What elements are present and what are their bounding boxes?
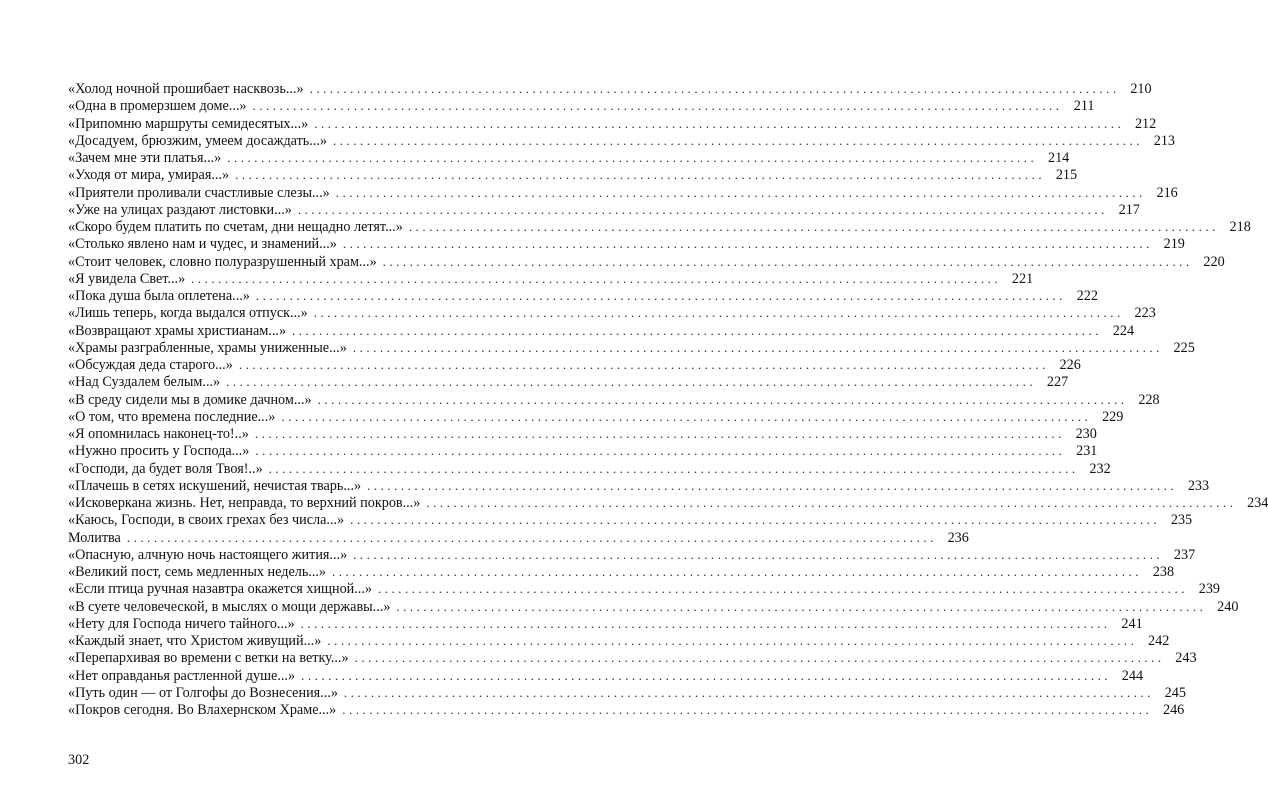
dot-leader: ........................................................................................................................	[309, 81, 1120, 96]
toc-entry	[68, 615, 1143, 632]
toc-entry	[68, 149, 1070, 166]
toc-entry	[68, 184, 1178, 201]
dot-leader: ........................................................................................................................	[426, 495, 1237, 510]
toc-entry-title: «Нету для Господа ничего тайного...»	[68, 615, 295, 632]
toc-entry-page: 234	[1247, 495, 1268, 511]
toc-entry-page: 232	[1089, 460, 1111, 477]
toc-entry	[68, 563, 1175, 580]
toc-entry-page: 214	[1047, 150, 1070, 166]
toc-entry	[68, 442, 1098, 460]
toc-entry	[68, 115, 1157, 132]
toc-entry-page: 246	[1162, 702, 1185, 718]
toc-entry-title: «Нужно просить у Господа...»	[68, 443, 250, 460]
toc-entry-page: 243	[1175, 650, 1197, 667]
dot-leader: ........................................................................................................................	[350, 512, 1161, 528]
dot-leader: ........................................................................................................................	[255, 443, 1066, 459]
toc-entry	[68, 580, 1220, 598]
toc-entry-page: 224	[1112, 322, 1135, 339]
dot-leader: ........................................................................................................................	[382, 253, 1193, 269]
toc-entry-title: «Каждый знает, что Христом живущий...»	[68, 633, 322, 649]
dot-leader: ........................................................................................................................	[343, 684, 1154, 700]
toc-entry	[68, 287, 1098, 304]
toc-entry-title: «Перепархивая во времени с ветки на ветку...»	[68, 650, 349, 667]
dot-leader: ........................................................................................................................	[268, 460, 1079, 476]
dot-leader: ........................................................................................................................	[297, 201, 1108, 217]
dot-leader: ........................................................................................................................	[292, 322, 1103, 338]
toc-entry-page: 226	[1059, 357, 1081, 373]
toc-entry	[68, 253, 1225, 270]
toc-entry-title: «Стоит человек, словно полуразрушенный храм...»	[68, 253, 377, 270]
dot-leader: ........................................................................................................................	[378, 581, 1188, 597]
toc-entry-title: «О том, что времена последние...»	[68, 408, 276, 425]
toc-entry	[68, 270, 1034, 287]
dot-leader: ........................................................................................................................	[235, 167, 1046, 183]
dot-leader: ........................................................................................................................	[313, 305, 1124, 321]
toc-entry	[68, 529, 969, 546]
toc-entry-page: 212	[1134, 115, 1157, 132]
toc-entry-page: 222	[1076, 288, 1098, 304]
toc-entry-page: 221	[1011, 270, 1034, 287]
toc-entry-page: 215	[1055, 167, 1078, 184]
toc-entry-page: 238	[1152, 564, 1175, 580]
toc-entry-title: «Если птица ручная назавтра окажется хищной...»	[68, 581, 372, 598]
dot-leader: ........................................................................................................................	[335, 184, 1146, 200]
toc-entry	[68, 201, 1140, 218]
toc-entry-page: 220	[1203, 253, 1225, 270]
toc-entry-title: «Опасную, алчную ночь настоящего жития...»	[68, 546, 348, 563]
dot-leader: ........................................................................................................................	[254, 426, 1065, 441]
toc-entry	[68, 166, 1078, 184]
toc-entry-title: «Досадуем, брюзжим, умеем досаждать...»	[68, 132, 327, 149]
toc-entry-page: 237	[1173, 546, 1196, 563]
toc-entry-page: 223	[1134, 305, 1156, 322]
toc-entry-title: «Покров сегодня. Во Влахернском Храме...»	[68, 702, 337, 718]
toc-entry	[68, 356, 1081, 373]
toc-entry	[68, 598, 1239, 615]
toc-entry	[68, 304, 1156, 322]
toc-entry	[68, 80, 1152, 97]
toc-entry-title: «Храмы разграбленные, храмы униженные...»	[68, 339, 347, 356]
toc-entry	[68, 391, 1160, 408]
toc-entry-title: «Я увидела Свет...»	[68, 270, 186, 287]
dot-leader: ........................................................................................................................	[226, 374, 1037, 390]
toc-entry-title: «Лишь теперь, когда выдался отпуск...»	[68, 305, 308, 322]
toc-entry-page: 239	[1198, 581, 1220, 598]
toc-entry-title: «В суете человеческой, в мыслях о мощи державы...»	[68, 598, 391, 615]
toc-entry-page: 225	[1173, 339, 1195, 356]
toc-entry	[68, 701, 1185, 718]
toc-entry	[68, 477, 1210, 494]
dot-leader: ........................................................................................................................	[255, 288, 1066, 303]
dot-leader: ........................................................................................................................	[354, 650, 1165, 666]
toc-entry-page: 241	[1121, 615, 1143, 632]
toc-entry-page: 227	[1046, 374, 1069, 391]
toc-entry-page: 218	[1229, 219, 1251, 235]
toc-entry-title: «Зачем мне эти платья...»	[68, 150, 222, 166]
toc-entry	[68, 339, 1195, 356]
dot-leader: ........................................................................................................................	[317, 391, 1128, 407]
dot-leader: ........................................................................................................................	[327, 633, 1138, 648]
toc-entry-title: «Припомню маршруты семидесятых...»	[68, 115, 309, 132]
toc-entry-title: «Одна в промерзшем доме...»	[68, 98, 247, 115]
dot-leader: ........................................................................................................................	[300, 615, 1111, 631]
toc-entry-page: 245	[1164, 684, 1186, 701]
toc-entry-title: «Господи, да будет воля Твоя!..»	[68, 460, 263, 477]
toc-entry	[68, 684, 1186, 701]
toc-entry-title: «Пока душа была оплетена...»	[68, 288, 250, 304]
table-of-contents	[68, 80, 1268, 718]
toc-entry-title: «Холод ночной прошибает насквозь...»	[68, 81, 304, 97]
toc-entry-page: 219	[1163, 236, 1185, 253]
toc-entry-page: 230	[1075, 426, 1097, 442]
toc-entry-title: «Обсуждая деда старого...»	[68, 357, 233, 373]
page-number: 302	[68, 752, 90, 768]
toc-entry-page: 231	[1076, 443, 1098, 460]
toc-entry-title: «Над Суздалем белым...»	[68, 374, 221, 391]
dot-leader: ........................................................................................................................	[238, 357, 1049, 372]
toc-entry-title: «Уже на улицах раздают листовки...»	[68, 201, 292, 218]
toc-entry	[68, 97, 1095, 115]
toc-entry-title: «Плачешь в сетях искушений, нечистая тварь...»	[68, 477, 362, 494]
toc-entry-title: «Возвращают храмы христианам...»	[68, 322, 287, 339]
toc-entry-title: «Исковеркана жизнь. Нет, неправда, то верхний покров...»	[68, 495, 421, 511]
toc-entry-title: «Скоро будем платить по счетам, дни нещадно летят...»	[68, 219, 403, 235]
toc-entry-page: 217	[1118, 201, 1140, 218]
dot-leader: ........................................................................................................................	[227, 150, 1038, 165]
toc-entry-page: 216	[1156, 184, 1178, 201]
toc-entry-page: 233	[1187, 477, 1210, 494]
toc-entry-title: Молитва	[68, 529, 121, 546]
toc-entry-title: «В среду сидели мы в домике дачном...»	[68, 391, 312, 408]
dot-leader: ........................................................................................................................	[332, 564, 1143, 579]
toc-entry-page: 211	[1073, 98, 1095, 115]
toc-entry	[68, 546, 1196, 563]
dot-leader: ........................................................................................................................	[396, 598, 1207, 614]
toc-entry	[68, 425, 1097, 442]
toc-entry-page: 210	[1130, 81, 1152, 97]
toc-entry	[68, 632, 1170, 649]
toc-entry	[68, 235, 1185, 253]
toc-entry	[68, 511, 1193, 529]
toc-entry	[68, 218, 1251, 235]
toc-entry-title: «Путь один — от Голгофы до Вознесения...»	[68, 684, 338, 701]
toc-entry-title: «Приятели проливали счастливые слезы...»	[68, 184, 330, 201]
dot-leader: ........................................................................................................................	[408, 219, 1219, 234]
toc-entry	[68, 494, 1268, 511]
toc-entry-page: 244	[1121, 667, 1144, 684]
toc-entry-page: 229	[1102, 408, 1124, 425]
toc-entry-page: 240	[1217, 598, 1239, 615]
toc-entry	[68, 649, 1197, 667]
dot-leader: ........................................................................................................................	[314, 115, 1125, 131]
toc-entry	[68, 373, 1069, 391]
dot-leader: ........................................................................................................................	[352, 339, 1163, 355]
toc-entry	[68, 132, 1175, 149]
toc-entry	[68, 667, 1144, 684]
dot-leader: ........................................................................................................................	[353, 546, 1164, 562]
toc-entry	[68, 322, 1135, 339]
toc-entry-page: 228	[1138, 391, 1160, 408]
dot-leader: ........................................................................................................................	[252, 98, 1063, 114]
dot-leader: ........................................................................................................................	[301, 667, 1112, 683]
toc-entry	[68, 408, 1124, 425]
dot-leader: ........................................................................................................................	[281, 408, 1092, 424]
toc-entry-title: «Я опомнилась наконец-то!..»	[68, 426, 249, 442]
dot-leader: ........................................................................................................................	[333, 132, 1143, 148]
dot-leader: ........................................................................................................................	[342, 702, 1153, 717]
toc-entry	[68, 460, 1111, 477]
dot-leader: ........................................................................................................................	[126, 529, 937, 545]
toc-entry-title: «Каюсь, Господи, в своих грехах без числа...»	[68, 512, 345, 529]
dot-leader: ........................................................................................................................	[367, 477, 1178, 493]
dot-leader: ........................................................................................................................	[342, 236, 1153, 252]
toc-entry-title: «Великий пост, семь медленных недель...»	[68, 564, 327, 580]
toc-entry-page: 242	[1148, 633, 1170, 649]
toc-entry-title: «Столько явлено нам и чудес, и знамений...»	[68, 236, 337, 253]
toc-entry-page: 236	[947, 529, 969, 546]
toc-entry-page: 213	[1153, 132, 1175, 149]
dot-leader: ........................................................................................................................	[191, 270, 1002, 286]
toc-entry-page: 235	[1170, 512, 1193, 529]
toc-entry-title: «Уходя от мира, умирая...»	[68, 167, 230, 184]
toc-entry-title: «Нет оправданья растленной душе...»	[68, 667, 296, 684]
